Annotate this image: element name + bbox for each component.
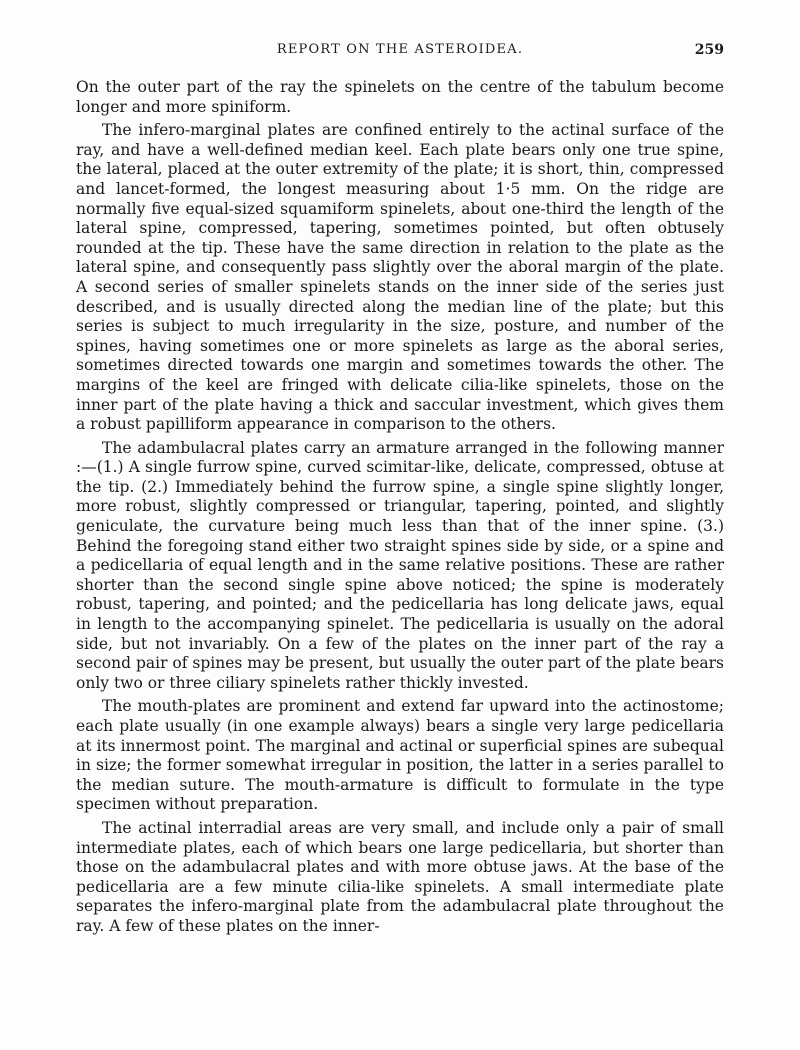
- paragraph-mouth-plates: The mouth-plates are prominent and extend far upward into the actinostome; each plate usually (in one example always) bears a single very large pedicellaria at its innermost point. The marginal and actinal or superficial spines are subequal in size; the former somewhat irregular in position, the latter in a series parallel to the median suture. The mouth-armature is difficult to formulate in the type specimen without preparation.: [76, 697, 724, 814]
- running-title: REPORT ON THE ASTEROIDEA.: [276, 42, 524, 57]
- page-number: 259: [694, 42, 724, 58]
- paragraph-continuation: On the outer part of the ray the spinelets on the centre of the tabulum become longer and more spiniform.: [76, 78, 724, 116]
- paragraph-adambulacral-plates: The adambulacral plates carry an armature arranged in the following manner :—(1.) A single furrow spine, curved scimitar-like, delicate, compressed, obtuse at the tip. (2.) Immediately behind the furrow spine, a single spine slightly longer, more robust, slightly compressed or triangular, tapering, pointed, and slightly geniculate, the curvature being much less than that of the inner spine. (3.) Behind the foregoing stand either two straight spines side by side, or a spine and a pedicellaria of equal length and in the same relative positions. These are rather shorter than the second single spine above noticed; the spine is moderately robust, tapering, and pointed; and the pedicellaria has long delicate jaws, equal in length to the accompanying spinelet. The pedicellaria is usually on the adoral side, but not invariably. On a few of the plates on the inner part of the ray a second pair of spines may be present, but usually the outer part of the plate bears only two or three ciliary spinelets rather thickly invested.: [76, 438, 725, 692]
- body-text: [76, 78, 724, 937]
- paragraph-actinal-interradial-areas: The actinal interradial areas are very small, and include only a pair of small intermediate plates, each of which bears one large pedicellaria, but shorter than those on the adambulacral plates and with more obtuse jaws. At the base of the pedicellaria are a few minute cilia-like spinelets. A small intermediate plate separates the infero-marginal plate from the adambulacral plate throughout the ray. A few of these plates on the inner-: [76, 818, 724, 935]
- running-header: [76, 42, 724, 66]
- paragraph-infero-marginal-plates: The infero-marginal plates are confined entirely to the actinal surface of the ray, and have a well-defined median keel. Each plate bears only one true spine, the lateral, placed at the outer extremity of the plate; it is short, thin, compressed and lancet-formed, the longest measuring about 1·5 mm. On the ridge are normally five equal-sized squamiform spinelets, about one-third the length of the lateral spine, compressed, tapering, sometimes pointed, but often obtusely rounded at the tip. These have the same direction in relation to the plate as the lateral spine, and consequently pass slightly over the aboral margin of the plate. A second series of smaller spinelets stands on the inner side of the series just described, and is usually directed along the median line of the plate; but this series is subject to much irregularity in the size, posture, and number of the spines, having sometimes one or more spinelets as large as the aboral series, sometimes directed towards one margin and sometimes towards the other. The margins of the keel are fringed with delicate cilia-like spinelets, those on the inner part of the plate having a thick and saccular investment, which gives them a robust papilliform appearance in comparison to the others.: [76, 121, 724, 434]
